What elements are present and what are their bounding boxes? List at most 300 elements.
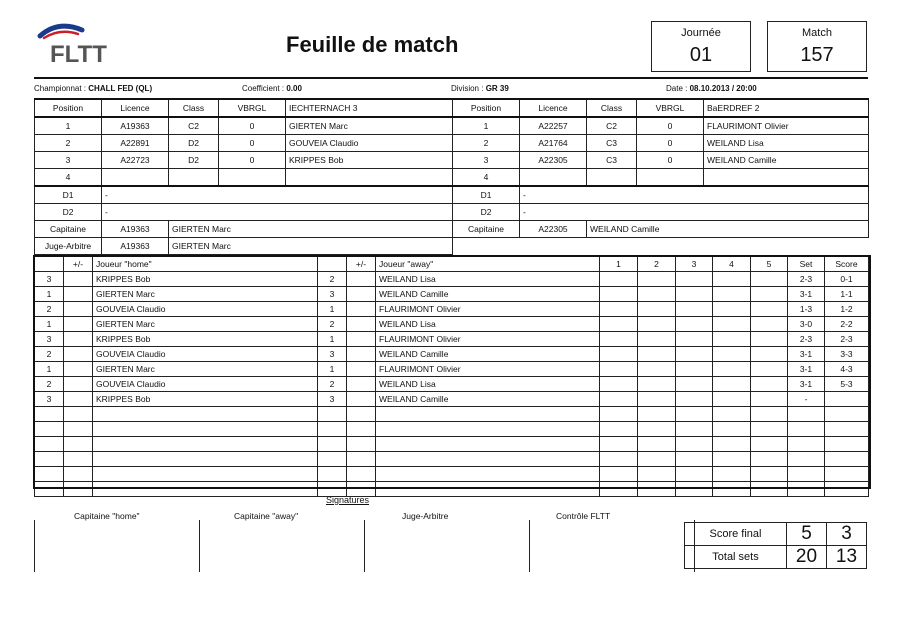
home-row-licence: A22723 (102, 152, 169, 169)
away-row-class (587, 169, 637, 187)
away-row-licence: A22257 (520, 117, 587, 135)
set-4 (713, 332, 751, 347)
match-value: 157 (800, 44, 834, 66)
home-plus-minus (64, 422, 93, 437)
set-4 (713, 422, 751, 437)
home-plus-minus (64, 347, 93, 362)
col-licence: Licence (520, 99, 587, 117)
set-3 (676, 272, 713, 287)
away-plus-minus (347, 422, 376, 437)
away-plus-minus (347, 407, 376, 422)
home-plus-minus (64, 287, 93, 302)
away-captain-name: WEILAND Camille (587, 221, 869, 238)
championnat: Championnat : CHALL FED (QL) (34, 84, 153, 93)
running-score (825, 422, 869, 437)
away-row-vbrgl: 0 (637, 152, 704, 169)
sets-away: 13 (827, 546, 867, 569)
match-box (767, 21, 867, 72)
double-label: D1 (35, 186, 102, 204)
col-set-5: 5 (751, 257, 788, 272)
set-1 (600, 437, 638, 452)
home-position: 1 (35, 287, 64, 302)
signature-control[interactable] (530, 520, 695, 572)
running-score: 4-3 (825, 362, 869, 377)
running-score (825, 392, 869, 407)
set-result (788, 482, 825, 497)
set-2 (638, 392, 676, 407)
col-set-1: 1 (600, 257, 638, 272)
set-2 (638, 272, 676, 287)
home-row-position: 4 (35, 169, 102, 187)
home-team-name: IECHTERNACH 3 (286, 99, 453, 117)
away-player: WEILAND Lisa (376, 317, 600, 332)
set-5 (751, 347, 788, 362)
set-3 (676, 302, 713, 317)
set-5 (751, 272, 788, 287)
set-result: 3-1 (788, 377, 825, 392)
home-player: KRIPPES Bob (93, 392, 318, 407)
set-3 (676, 482, 713, 497)
set-3 (676, 347, 713, 362)
set-4 (713, 317, 751, 332)
match-row (35, 452, 869, 467)
captain-label: Capitaine (35, 221, 102, 238)
col-position: Position (35, 99, 102, 117)
home-player (93, 422, 318, 437)
matches-header-row (35, 257, 869, 272)
home-player: GOUVEIA Claudio (93, 377, 318, 392)
set-1 (600, 317, 638, 332)
away-plus-minus (347, 437, 376, 452)
away-position (318, 422, 347, 437)
running-score: 2-2 (825, 317, 869, 332)
home-plus-minus (64, 317, 93, 332)
away-player: FLAURIMONT Olivier (376, 362, 600, 377)
set-result (788, 437, 825, 452)
match-row (35, 302, 869, 317)
home-row-player-name (286, 169, 453, 187)
set-result: 3-1 (788, 347, 825, 362)
home-position: 2 (35, 302, 64, 317)
home-player (93, 452, 318, 467)
home-plus-minus (64, 302, 93, 317)
home-player (93, 407, 318, 422)
set-result (788, 407, 825, 422)
set-3 (676, 467, 713, 482)
set-3 (676, 452, 713, 467)
set-3 (676, 317, 713, 332)
sig-label-control: Contrôle FLTT (556, 511, 611, 521)
double-away: - (520, 204, 869, 221)
away-row-player-name: WEILAND Lisa (704, 135, 869, 152)
away-row-player-name: WEILAND Camille (704, 152, 869, 169)
away-player: WEILAND Lisa (376, 272, 600, 287)
match-row (35, 362, 869, 377)
home-row-vbrgl: 0 (219, 135, 286, 152)
away-position: 3 (318, 392, 347, 407)
set-5 (751, 422, 788, 437)
captain-row (35, 221, 869, 238)
match-row (35, 467, 869, 482)
referee-licence: A19363 (102, 238, 169, 255)
match-row (35, 272, 869, 287)
running-score (825, 407, 869, 422)
col-set-3: 3 (676, 257, 713, 272)
home-plus-minus (64, 407, 93, 422)
away-row-vbrgl: 0 (637, 117, 704, 135)
score-away: 3 (827, 523, 867, 546)
running-score (825, 437, 869, 452)
svg-text:FLTT: FLTT (50, 41, 107, 66)
match-label: Match (802, 27, 832, 39)
away-player: WEILAND Camille (376, 347, 600, 362)
journee-label: Journée (681, 27, 721, 39)
away-row-player-name: FLAURIMONT Olivier (704, 117, 869, 135)
away-row-licence: A22305 (520, 152, 587, 169)
double-home: - (102, 204, 453, 221)
team-player-row (35, 135, 869, 152)
match-row (35, 392, 869, 407)
set-2 (638, 332, 676, 347)
set-result: 1-3 (788, 302, 825, 317)
home-row-position: 1 (35, 117, 102, 135)
match-row (35, 422, 869, 437)
fltt-logo (36, 20, 116, 66)
away-row-position: 3 (453, 152, 520, 169)
col-position: Position (453, 99, 520, 117)
away-position: 3 (318, 287, 347, 302)
away-row-position: 1 (453, 117, 520, 135)
set-1 (600, 422, 638, 437)
running-score: 1-2 (825, 302, 869, 317)
match-row (35, 407, 869, 422)
match-row (35, 437, 869, 452)
team-player-row (35, 169, 869, 187)
sig-label-home: Capitaine "home" (74, 511, 140, 521)
set-5 (751, 302, 788, 317)
away-plus-minus (347, 302, 376, 317)
home-position: 2 (35, 347, 64, 362)
home-player: GIERTEN Marc (93, 362, 318, 377)
home-captain-licence: A19363 (102, 221, 169, 238)
referee-label: Juge-Arbitre (35, 238, 102, 255)
doubles-row (35, 204, 869, 221)
set-4 (713, 482, 751, 497)
away-player: WEILAND Camille (376, 392, 600, 407)
away-row-position: 2 (453, 135, 520, 152)
home-position (35, 407, 64, 422)
home-plus-minus (64, 452, 93, 467)
col-plus-minus: +/- (347, 257, 376, 272)
set-1 (600, 272, 638, 287)
double-label: D1 (453, 186, 520, 204)
home-player: GOUVEIA Claudio (93, 347, 318, 362)
set-result: 2-3 (788, 332, 825, 347)
set-3 (676, 437, 713, 452)
set-3 (676, 377, 713, 392)
signatures-title: Signatures (326, 495, 370, 505)
away-row-class: C3 (587, 152, 637, 169)
set-result (788, 467, 825, 482)
away-plus-minus (347, 467, 376, 482)
away-player: WEILAND Lisa (376, 377, 600, 392)
teams-header-row (35, 99, 869, 117)
teams-table (34, 98, 869, 255)
away-player (376, 452, 600, 467)
set-4 (713, 437, 751, 452)
team-player-row (35, 117, 869, 135)
match-date: Date : 08.10.2013 / 20:00 (666, 84, 757, 93)
score-home: 5 (787, 523, 827, 546)
set-1 (600, 467, 638, 482)
journee-box (651, 21, 751, 72)
set-5 (751, 407, 788, 422)
running-score: 1-1 (825, 287, 869, 302)
set-result (788, 452, 825, 467)
home-row-position: 3 (35, 152, 102, 169)
header-divider (34, 77, 868, 79)
division: Division : GR 39 (451, 84, 509, 93)
sig-label-away: Capitaine "away" (234, 511, 299, 521)
home-position: 3 (35, 332, 64, 347)
set-2 (638, 407, 676, 422)
doubles-row (35, 186, 869, 204)
away-position (318, 437, 347, 452)
home-plus-minus (64, 377, 93, 392)
matches-table (34, 256, 869, 497)
col-away-player: Joueur "away" (376, 257, 600, 272)
away-row-licence (520, 169, 587, 187)
total-sets-label: Total sets (685, 546, 787, 569)
set-result: - (788, 392, 825, 407)
home-player: GIERTEN Marc (93, 287, 318, 302)
set-5 (751, 362, 788, 377)
away-position: 1 (318, 362, 347, 377)
away-position: 1 (318, 302, 347, 317)
home-player: GOUVEIA Claudio (93, 302, 318, 317)
signature-home[interactable] (35, 520, 200, 572)
away-player (376, 422, 600, 437)
col-vbrgl: VBRGL (219, 99, 286, 117)
home-position: 1 (35, 317, 64, 332)
col-licence: Licence (102, 99, 169, 117)
set-3 (676, 287, 713, 302)
set-1 (600, 332, 638, 347)
team-player-row (35, 152, 869, 169)
double-label: D2 (35, 204, 102, 221)
home-row-position: 2 (35, 135, 102, 152)
away-row-licence: A21764 (520, 135, 587, 152)
home-captain-name: GIERTEN Marc (169, 221, 453, 238)
set-4 (713, 467, 751, 482)
set-4 (713, 347, 751, 362)
away-plus-minus (347, 377, 376, 392)
set-2 (638, 437, 676, 452)
set-2 (638, 347, 676, 362)
match-row (35, 482, 869, 497)
away-row-player-name (704, 169, 869, 187)
match-row (35, 377, 869, 392)
away-player (376, 467, 600, 482)
double-label: D2 (453, 204, 520, 221)
away-row-vbrgl (637, 169, 704, 187)
set-2 (638, 467, 676, 482)
set-5 (751, 392, 788, 407)
set-1 (600, 347, 638, 362)
set-5 (751, 317, 788, 332)
running-score: 5-3 (825, 377, 869, 392)
signature-away[interactable] (200, 520, 365, 572)
away-row-class: C3 (587, 135, 637, 152)
away-player: FLAURIMONT Olivier (376, 332, 600, 347)
set-5 (751, 332, 788, 347)
away-captain-licence: A22305 (520, 221, 587, 238)
set-2 (638, 377, 676, 392)
away-plus-minus (347, 392, 376, 407)
away-position: 2 (318, 377, 347, 392)
away-position (318, 467, 347, 482)
away-row-class: C2 (587, 117, 637, 135)
set-1 (600, 452, 638, 467)
score-final-label: Score final (685, 523, 787, 546)
col-set-4: 4 (713, 257, 751, 272)
match-row (35, 347, 869, 362)
header-blank (318, 257, 347, 272)
home-position (35, 422, 64, 437)
col-set: Set (788, 257, 825, 272)
home-position (35, 437, 64, 452)
home-position (35, 482, 64, 497)
home-player: KRIPPES Bob (93, 332, 318, 347)
match-row (35, 317, 869, 332)
empty-cell (453, 238, 869, 255)
away-position: 3 (318, 347, 347, 362)
set-3 (676, 362, 713, 377)
set-5 (751, 287, 788, 302)
set-5 (751, 482, 788, 497)
running-score (825, 467, 869, 482)
set-4 (713, 287, 751, 302)
home-player: GIERTEN Marc (93, 317, 318, 332)
away-player (376, 482, 600, 497)
col-set-2: 2 (638, 257, 676, 272)
sig-label-referee: Juge-Arbitre (402, 511, 449, 521)
home-player (93, 482, 318, 497)
away-position: 1 (318, 332, 347, 347)
set-result: 3-0 (788, 317, 825, 332)
home-plus-minus (64, 362, 93, 377)
set-3 (676, 392, 713, 407)
col-class: Class (169, 99, 219, 117)
home-row-class (169, 169, 219, 187)
home-plus-minus (64, 392, 93, 407)
away-plus-minus (347, 332, 376, 347)
captain-label: Capitaine (453, 221, 520, 238)
set-5 (751, 467, 788, 482)
home-row-player-name: KRIPPES Bob (286, 152, 453, 169)
away-team-name: BaERDREF 2 (704, 99, 869, 117)
set-5 (751, 377, 788, 392)
away-plus-minus (347, 287, 376, 302)
home-row-licence: A19363 (102, 117, 169, 135)
set-result: 3-1 (788, 287, 825, 302)
home-position: 2 (35, 377, 64, 392)
home-plus-minus (64, 272, 93, 287)
col-class: Class (587, 99, 637, 117)
away-row-position: 4 (453, 169, 520, 187)
set-3 (676, 422, 713, 437)
home-plus-minus (64, 467, 93, 482)
home-position (35, 452, 64, 467)
away-player (376, 407, 600, 422)
away-position: 2 (318, 317, 347, 332)
home-row-class: D2 (169, 135, 219, 152)
away-plus-minus (347, 362, 376, 377)
set-1 (600, 407, 638, 422)
set-1 (600, 302, 638, 317)
running-score: 3-3 (825, 347, 869, 362)
col-home-player: Joueur "home" (93, 257, 318, 272)
journee-value: 01 (689, 44, 713, 66)
set-1 (600, 287, 638, 302)
header-blank (35, 257, 64, 272)
away-plus-minus (347, 452, 376, 467)
signature-referee[interactable] (365, 520, 530, 572)
running-score: 2-3 (825, 332, 869, 347)
home-row-vbrgl: 0 (219, 117, 286, 135)
home-plus-minus (64, 482, 93, 497)
set-4 (713, 452, 751, 467)
set-2 (638, 422, 676, 437)
home-position: 3 (35, 272, 64, 287)
set-4 (713, 362, 751, 377)
set-1 (600, 392, 638, 407)
set-4 (713, 392, 751, 407)
set-4 (713, 407, 751, 422)
home-plus-minus (64, 332, 93, 347)
col-score: Score (825, 257, 869, 272)
away-position (318, 407, 347, 422)
set-2 (638, 482, 676, 497)
home-player: KRIPPES Bob (93, 272, 318, 287)
home-player (93, 437, 318, 452)
home-position: 3 (35, 392, 64, 407)
referee-name: GIERTEN Marc (169, 238, 453, 255)
away-position: 2 (318, 272, 347, 287)
home-position (35, 467, 64, 482)
page-title: Feuille de match (286, 32, 459, 57)
set-result: 2-3 (788, 272, 825, 287)
coefficient: Coefficient : 0.00 (242, 84, 302, 93)
away-plus-minus (347, 317, 376, 332)
set-2 (638, 317, 676, 332)
running-score (825, 482, 869, 497)
set-2 (638, 452, 676, 467)
set-1 (600, 362, 638, 377)
away-position (318, 452, 347, 467)
set-3 (676, 332, 713, 347)
away-player: FLAURIMONT Olivier (376, 302, 600, 317)
home-row-player-name: GOUVEIA Claudio (286, 135, 453, 152)
home-row-vbrgl (219, 169, 286, 187)
set-1 (600, 377, 638, 392)
sets-home: 20 (787, 546, 827, 569)
set-1 (600, 482, 638, 497)
set-4 (713, 272, 751, 287)
set-result (788, 422, 825, 437)
double-home: - (102, 186, 453, 204)
set-result: 3-1 (788, 362, 825, 377)
